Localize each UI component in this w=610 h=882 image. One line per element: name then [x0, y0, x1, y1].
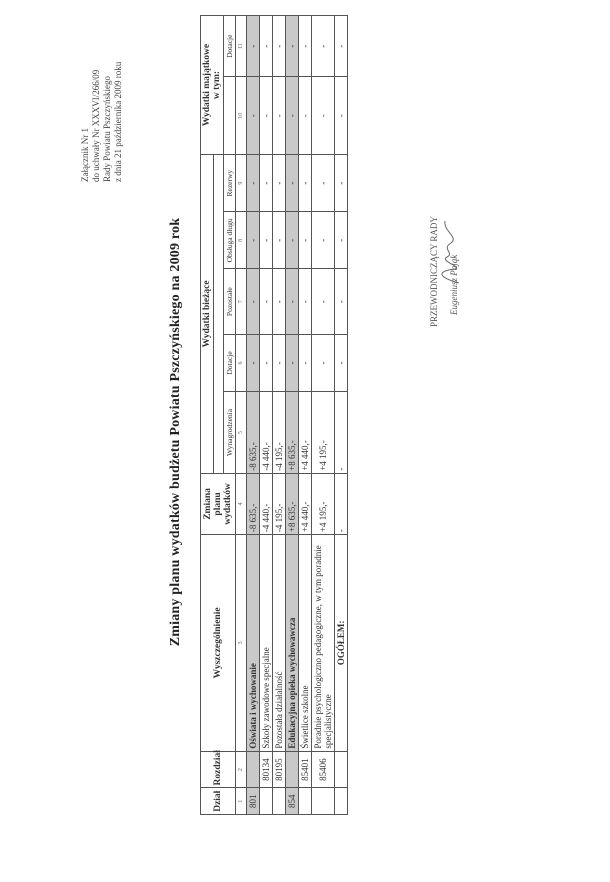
cell-dotacje: - — [299, 334, 312, 391]
cell-majatkowe-dotacje: - — [335, 16, 348, 77]
cell-majatkowe-dotacje: - — [286, 16, 299, 77]
cell-pozostale: - — [260, 269, 273, 334]
annex-line: Rady Powiatu Pszczyńskiego — [102, 76, 112, 182]
annex-note — [80, 62, 124, 182]
header-zmiana: Zmiana planu wydatków — [201, 473, 236, 534]
cell-rezerwy: - — [335, 155, 348, 212]
cell-rozdzial: 80195 — [273, 751, 286, 788]
header-w-tym: w tym: — [212, 70, 222, 100]
header-dotacje: Dotacje — [224, 334, 236, 391]
cell-dotacje: - — [335, 334, 348, 391]
table-row — [312, 16, 335, 815]
cell-majatkowe: - — [247, 77, 260, 155]
cell-obsluga: - — [273, 212, 286, 269]
cell-obsluga: - — [335, 212, 348, 269]
cell-wynagrodzenia: -8 635,- — [247, 392, 260, 474]
cell-obsluga: - — [299, 212, 312, 269]
cell-majatkowe: - — [312, 77, 335, 155]
cell-rezerwy: - — [299, 155, 312, 212]
cell-rezerwy: - — [286, 155, 299, 212]
cell-dzial: 801 — [247, 788, 260, 815]
signature-block — [428, 216, 460, 327]
cell-dotacje: - — [312, 334, 335, 391]
header-majatkowe-label: Wydatki majątkowe — [202, 43, 212, 127]
col-index: 8 — [236, 212, 247, 269]
cell-rozdzial — [286, 751, 299, 788]
cell-dzial — [260, 788, 273, 815]
col-index: 9 — [236, 155, 247, 212]
cell-rozdzial — [247, 751, 260, 788]
cell-majatkowe-dotacje: - — [312, 16, 335, 77]
table-row — [299, 16, 312, 815]
cell-dzial — [273, 788, 286, 815]
header-majatkowe-empty — [224, 77, 236, 155]
cell-wynagrodzenia: - — [335, 392, 348, 474]
cell-obsluga: - — [260, 212, 273, 269]
cell-obsluga: - — [247, 212, 260, 269]
col-index: 1 — [236, 788, 247, 815]
cell-majatkowe: - — [273, 77, 286, 155]
annex-line: Załącznik Nr 1 — [80, 128, 90, 182]
col-index: 11 — [236, 16, 247, 77]
header-dotacje-majatkowe: Dotacje — [224, 16, 236, 77]
cell-dzial: 854 — [286, 788, 299, 815]
cell-rezerwy: - — [312, 155, 335, 212]
cell-majatkowe-dotacje: - — [273, 16, 286, 77]
header-rezerwy: Rezerwy — [224, 155, 236, 212]
col-index: 2 — [236, 751, 247, 788]
cell-name: Szkoły zawodowe specjalne — [260, 535, 273, 752]
cell-name: Poradnie psychologiczno pedagogiczne, w tym poradnie specjalistyczne — [312, 535, 335, 752]
table-row — [335, 16, 348, 815]
cell-obsluga: - — [312, 212, 335, 269]
cell-name: OGÓŁEM: — [335, 535, 348, 752]
cell-wynagrodzenia: +4 195,- — [312, 392, 335, 474]
cell-zmiana: +4 440,- — [299, 473, 312, 534]
cell-majatkowe: - — [299, 77, 312, 155]
header-obsluga: Obsługa długu — [224, 212, 236, 269]
header-biezace: Wydatki bieżące — [201, 155, 214, 474]
cell-zmiana: +8 635,- — [286, 473, 299, 534]
cell-wynagrodzenia: +8 635,- — [286, 392, 299, 474]
cell-zmiana: -8 635,- — [247, 473, 260, 534]
cell-majatkowe: - — [286, 77, 299, 155]
cell-rezerwy: - — [260, 155, 273, 212]
signature-name: Eugeniusz Pająk — [449, 254, 459, 315]
cell-wynagrodzenia: -4 195,- — [273, 392, 286, 474]
cell-rozdzial: 80134 — [260, 751, 273, 788]
cell-majatkowe-dotacje: - — [299, 16, 312, 77]
header-rozdzial: Rozdział — [201, 751, 236, 788]
cell-obsluga: - — [286, 212, 299, 269]
cell-pozostale: - — [273, 269, 286, 334]
cell-name: Edukacyjna opieka wychowawcza — [286, 535, 299, 752]
cell-name: Świetlice szkolne — [299, 535, 312, 752]
col-index: 5 — [236, 392, 247, 474]
cell-dotacje: - — [286, 334, 299, 391]
col-index: 3 — [236, 535, 247, 752]
cell-rozdzial: 85401 — [299, 751, 312, 788]
document-title: Zmiany planu wydatków budżetu Powiatu Pszczyńskiego na 2009 rok — [168, 217, 183, 647]
table-row — [273, 16, 286, 815]
table-body — [247, 16, 348, 815]
cell-name: Oświata i wychowanie — [247, 535, 260, 752]
cell-rozdzial: 85406 — [312, 751, 335, 788]
cell-dzial — [335, 788, 348, 815]
cell-majatkowe: - — [260, 77, 273, 155]
cell-zmiana: - — [335, 473, 348, 534]
cell-majatkowe-dotacje: - — [260, 16, 273, 77]
cell-zmiana: +4 195,- — [312, 473, 335, 534]
table-row — [286, 16, 299, 815]
cell-wynagrodzenia: -4 440,- — [260, 392, 273, 474]
table-row — [260, 16, 273, 815]
annex-line: do uchwały Nr XXXVI/266/09 — [91, 69, 101, 182]
cell-rezerwy: - — [247, 155, 260, 212]
column-index-row — [236, 16, 247, 815]
cell-pozostale: - — [286, 269, 299, 334]
header-wyszczegolnienie: Wyszczególnienie — [201, 535, 236, 752]
cell-dotacje: - — [260, 334, 273, 391]
signature-role: PRZEWODNICZĄCY RADY — [429, 216, 439, 327]
header-dzial: Dział — [201, 788, 236, 815]
col-index: 6 — [236, 334, 247, 391]
cell-rezerwy: - — [273, 155, 286, 212]
cell-majatkowe-dotacje: - — [247, 16, 260, 77]
cell-pozostale: - — [312, 269, 335, 334]
col-index: 4 — [236, 473, 247, 534]
cell-majatkowe: - — [335, 77, 348, 155]
budget-table — [200, 15, 348, 815]
table-row — [247, 16, 260, 815]
cell-pozostale: - — [247, 269, 260, 334]
col-index: 7 — [236, 269, 247, 334]
cell-zmiana: -4 440,- — [260, 473, 273, 534]
cell-zmiana: -4 195,- — [273, 473, 286, 534]
cell-wynagrodzenia: +4 440,- — [299, 392, 312, 474]
header-pozostale: Pozostałe — [224, 269, 236, 334]
handwritten-signature — [433, 217, 467, 287]
cell-rozdzial — [335, 751, 348, 788]
cell-dotacje: - — [247, 334, 260, 391]
cell-dzial — [299, 788, 312, 815]
col-index: 10 — [236, 77, 247, 155]
header-majatkowe — [201, 16, 224, 155]
cell-pozostale: - — [299, 269, 312, 334]
cell-name: Pozostała działalność — [273, 535, 286, 752]
header-wynagrodzenia: Wynagrodzenia — [224, 392, 236, 474]
cell-dzial — [312, 788, 335, 815]
cell-pozostale: - — [335, 269, 348, 334]
header-biezace-spacer — [214, 155, 224, 474]
annex-line: z dnia 21 października 2009 roku — [113, 61, 123, 182]
cell-dotacje: - — [273, 334, 286, 391]
